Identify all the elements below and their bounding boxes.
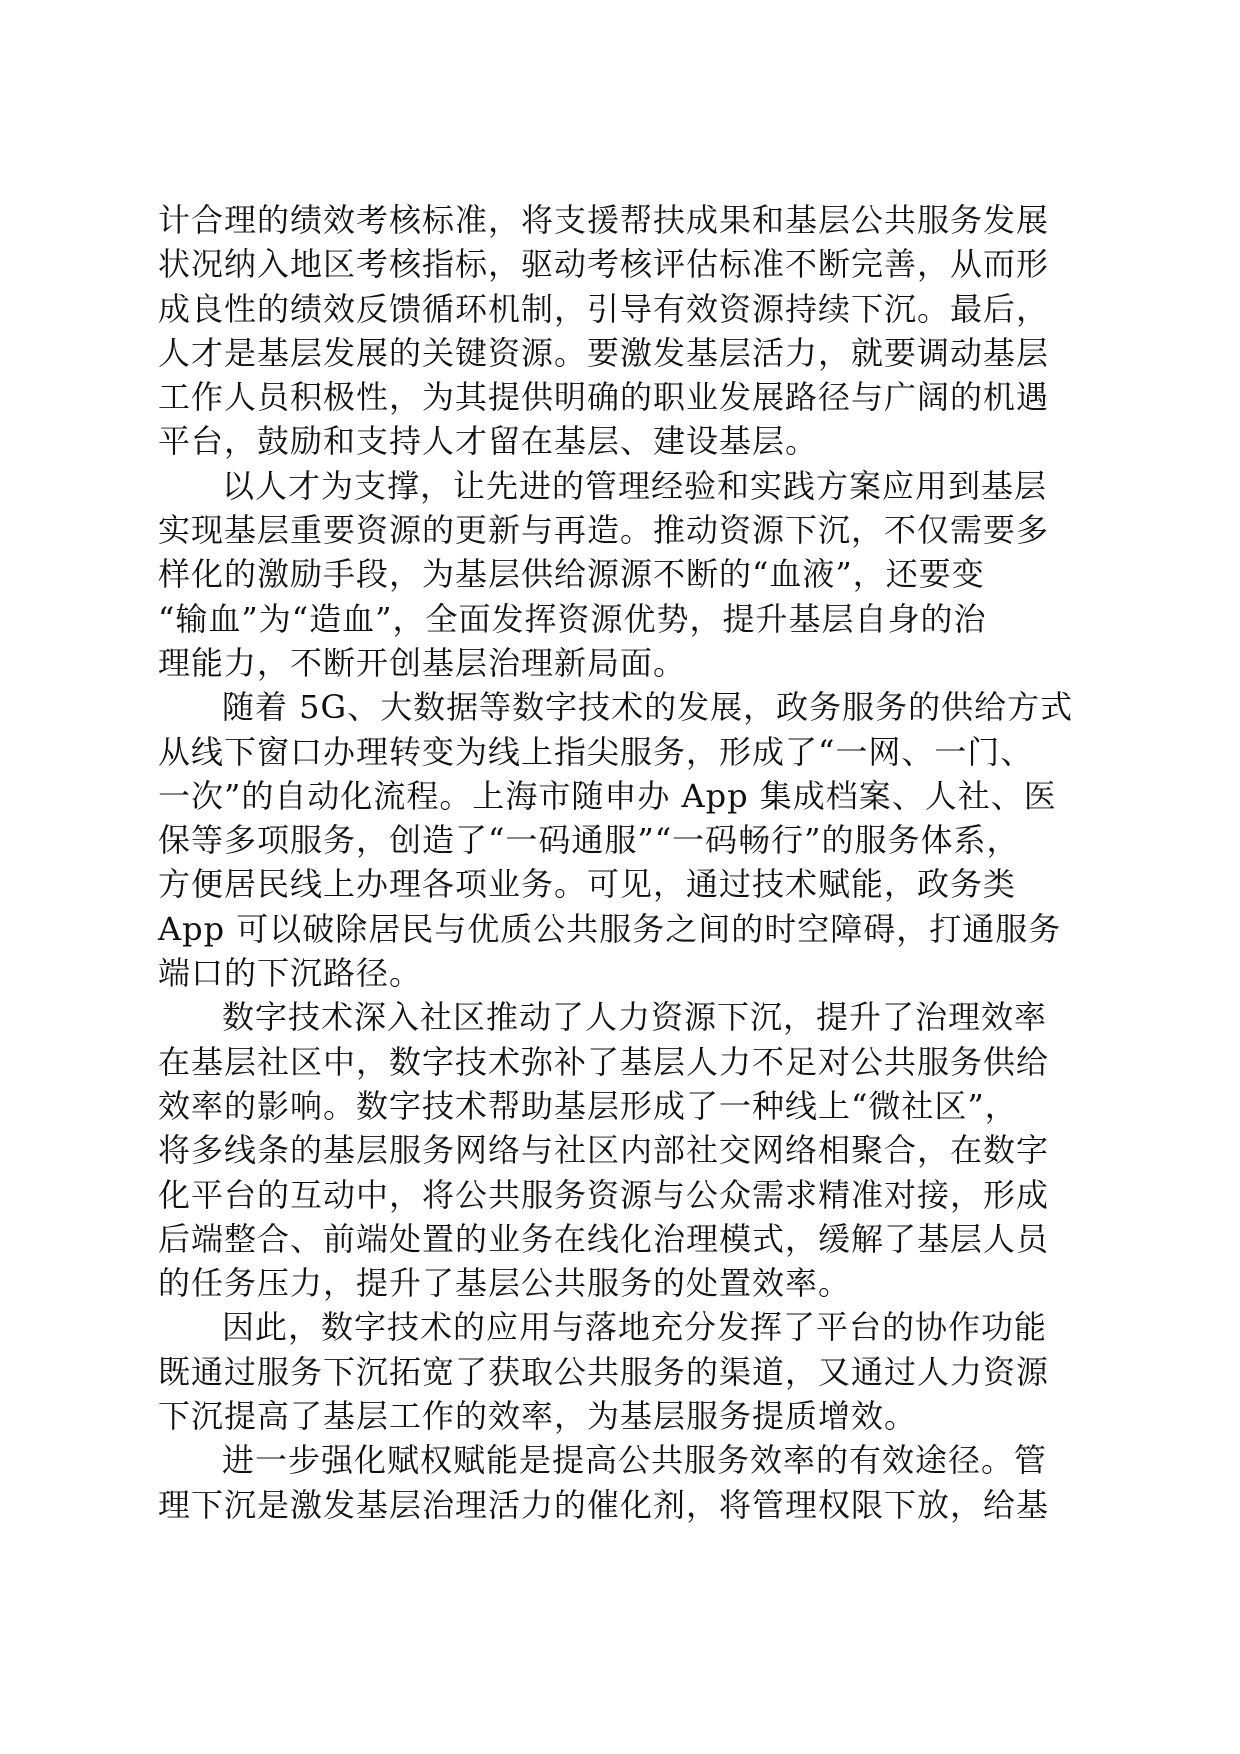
text-line: 人才是基层发展的关键资源。要激发基层活力，就要调动基层	[158, 333, 1050, 372]
text-line: 将多线条的基层服务网络与社区内部社交网络相聚合，在数字	[158, 1131, 1050, 1170]
text-line: 理能力，不断开创基层治理新局面。	[158, 643, 687, 682]
text-line: 端口的下沉路径。	[158, 954, 423, 993]
text-line: 理下沉是激发基层治理活力的催化剂，将管理权限下放，给基	[158, 1485, 1050, 1524]
paragraph-first-line: 因此，数字技术的应用与落地充分发挥了平台的协作功能	[222, 1308, 1048, 1347]
text-line: 工作人员积极性，为其提供明确的职业发展路径与广阔的机遇	[158, 378, 1050, 417]
text-line: 后端整合、前端处置的业务在线化治理模式，缓解了基层人员	[158, 1219, 1050, 1258]
text-line: 从线下窗口办理转变为线上指尖服务，形成了“一网、一门、	[158, 732, 1034, 771]
text-line: 在基层社区中，数字技术弥补了基层人力不足对公共服务供给	[158, 1042, 1050, 1081]
text-line: 成良性的绩效反馈循环机制，引导有效资源持续下沉。最后，	[158, 289, 1050, 328]
text-line: 方便居民线上办理各项业务。可见，通过技术赋能，政务类	[158, 865, 1017, 904]
text-line: 效率的影响。数字技术帮助基层形成了一种线上“微社区”，	[158, 1086, 1018, 1125]
text-line: 样化的激励手段，为基层供给源源不断的“血液”，还要变	[158, 555, 985, 594]
text-line: “输血”为“造血”，全面发挥资源优势，提升基层自身的治	[158, 599, 987, 638]
text-line: 的任务压力，提升了基层公共服务的处置效率。	[158, 1264, 852, 1303]
text-line: 下沉提高了基层工作的效率，为基层服务提质增效。	[158, 1397, 918, 1436]
paragraph-first-line: 进一步强化赋权赋能是提高公共服务效率的有效途径。管	[222, 1441, 1048, 1480]
paragraph-first-line: 随着 5G、大数据等数字技术的发展，政务服务的供给方式	[222, 688, 1074, 727]
text-line: 平台，鼓励和支持人才留在基层、建设基层。	[158, 422, 819, 461]
body-text	[158, 198, 1078, 1527]
text-line: 一次”的自动化流程。上海市随申办 App 集成档案、人社、医	[158, 776, 1057, 815]
text-line: 计合理的绩效考核标准，将支援帮扶成果和基层公共服务发展	[158, 201, 1050, 239]
text-line: 保等多项服务，创造了“一码通服”“一码畅行”的服务体系，	[158, 821, 1020, 860]
text-line: 化平台的互动中，将公共服务资源与公众需求精准对接，形成	[158, 1175, 1050, 1214]
text-line: 状况纳入地区考核指标，驱动考核评估标准不断完善，从而形	[158, 245, 1050, 284]
text-line: 既通过服务下沉拓宽了获取公共服务的渠道，又通过人力资源	[158, 1352, 1050, 1391]
text-line: 实现基层重要资源的更新与再造。推动资源下沉，不仅需要多	[158, 511, 1050, 550]
paragraph-first-line: 以人才为支撑，让先进的管理经验和实践方案应用到基层	[222, 466, 1048, 505]
paragraph-first-line: 数字技术深入社区推动了人力资源下沉，提升了治理效率	[222, 998, 1048, 1037]
text-line: App 可以破除居民与优质公共服务之间的时空障碍，打通服务	[158, 909, 1062, 948]
